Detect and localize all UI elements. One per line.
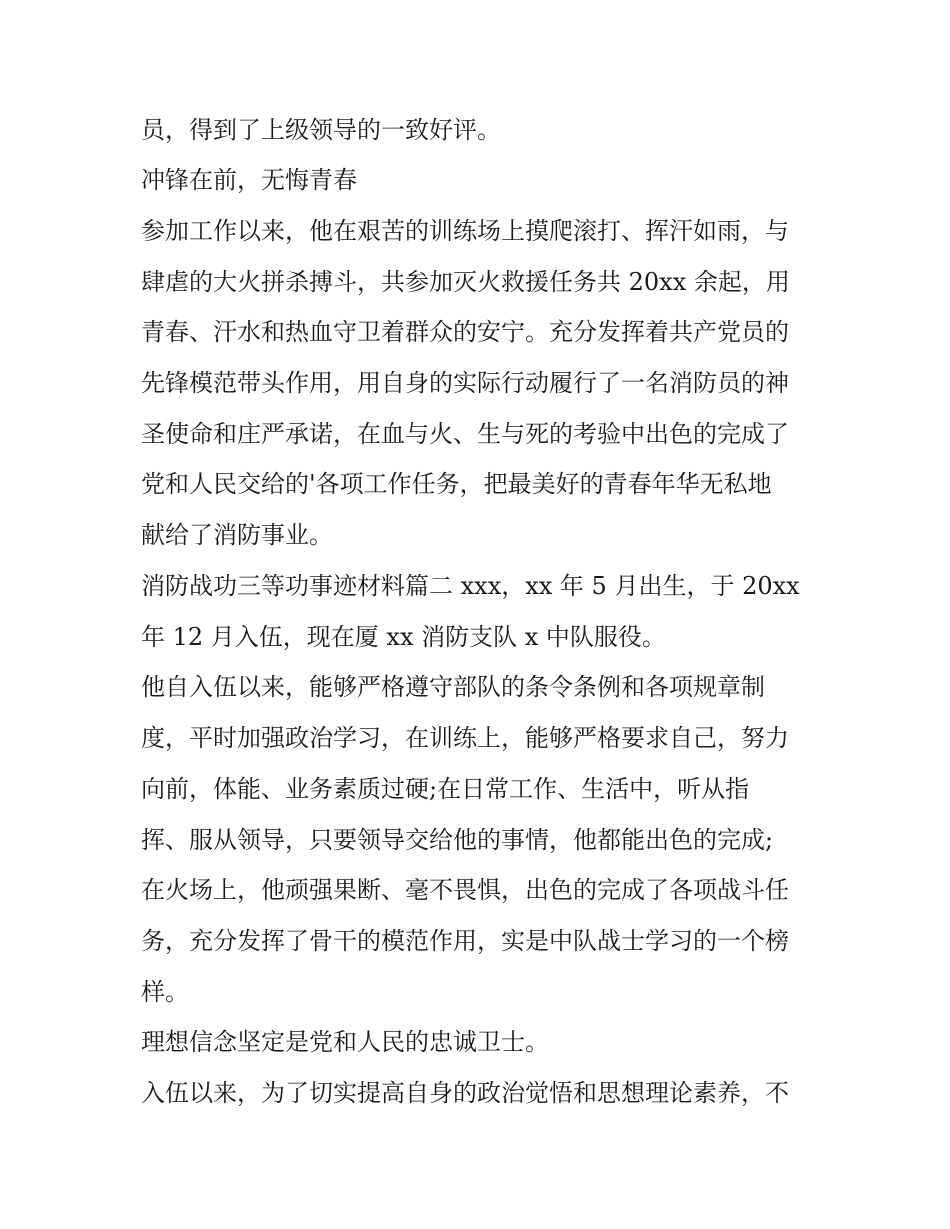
text-line-9: 献给了消防事业。: [141, 521, 333, 549]
text-line-14: 向前，体能、业务素质过硬;在日常工作、生活中，听从指: [141, 775, 750, 803]
text-line-6: 先锋模范带头作用，用自身的实际行动履行了一名消防员的神: [141, 369, 789, 397]
section-heading-faith: 理想信念坚定是党和人民的忠诚卫士。: [141, 1028, 549, 1056]
text-line-11: 年 12 月入伍，现在厦 xx 消防支队 x 中队服役。: [141, 623, 666, 651]
text-line-20: 入伍以来，为了切实提高自身的政治觉悟和思想理论素养，不: [141, 1079, 789, 1107]
text-line-17: 务，充分发挥了骨干的模范作用，实是中队战士学习的一个榜: [141, 927, 789, 955]
text-line-13: 度，平时加强政治学习，在训练上，能够严格要求自己，努力: [141, 724, 789, 752]
text-line-5: 青春、汗水和热血守卫着群众的安宁。充分发挥着共产党员的: [141, 318, 789, 346]
text-line-7: 圣使命和庄严承诺，在血与火、生与死的考验中出色的完成了: [141, 420, 789, 448]
text-line-15: 挥、服从领导，只要领导交给他的事情，他都能出色的完成;: [141, 826, 774, 854]
section-heading-youth: 冲锋在前，无悔青春: [141, 166, 357, 194]
text-line-10: 消防战功三等功事迹材料篇二 xxx，xx 年 5 月出生，于 20xx: [141, 572, 800, 600]
text-line-16: 在火场上，他顽强果断、毫不畏惧，出色的完成了各项战斗任: [141, 876, 789, 904]
text-line-3: 参加工作以来，他在艰苦的训练场上摸爬滚打、挥汗如雨，与: [141, 217, 789, 245]
text-line-12: 他自入伍以来，能够严格遵守部队的条令条例和各项规章制: [141, 673, 765, 701]
text-line-18: 样。: [141, 978, 189, 1006]
text-line-4: 肆虐的大火拼杀搏斗，共参加灭火救援任务共 20xx 余起，用: [141, 268, 790, 296]
text-line-1: 员，得到了上级领导的一致好评。: [141, 116, 501, 144]
text-line-8: 党和人民交给的'各项工作任务，把最美好的青春年华无私地: [141, 470, 772, 498]
